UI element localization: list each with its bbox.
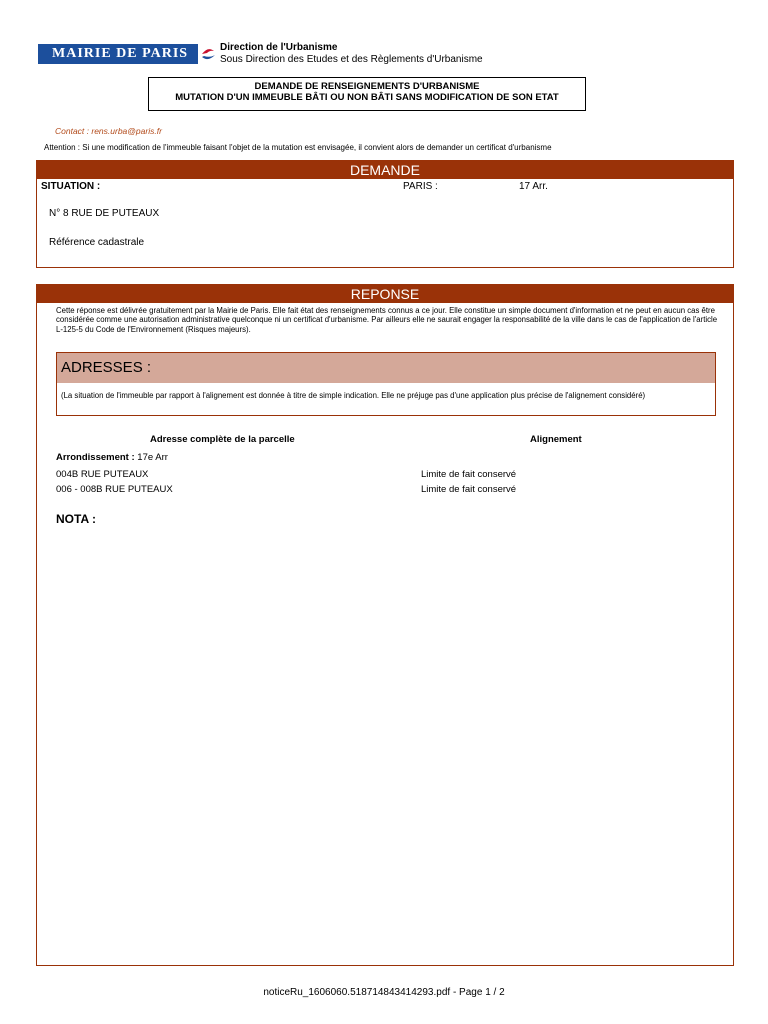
cadastral-reference: Référence cadastrale <box>49 237 145 248</box>
reponse-section <box>36 284 734 966</box>
document-title-line2: MUTATION D'UN IMMEUBLE BÂTI OU NON BÂTI SANS MODIFICATION DE SON ETAT <box>175 92 559 103</box>
document-title-box <box>148 77 586 111</box>
page-footer: noticeRu_1606060.518714843414293.pdf - Page 1 / 2 <box>263 987 505 998</box>
adresses-box <box>56 352 716 416</box>
adresses-header-bar <box>57 353 715 383</box>
table-row-alignment: Limite de fait conservé <box>421 469 517 480</box>
mairie-de-paris-logo <box>38 44 218 64</box>
reponse-disclaimer: Cette réponse est délivrée gratuitement par la Mairie de Paris. Elle fait état des renseignements connus a ce jour. Elle constitue un simple document d'information et ne peut en aucun cas être considérée comme une autorisation administrative quelconque ni un certificat d'urbanisme. Par ailleurs elle ne saurait engager la responsabilité de la ville dans le cas de l'application de l'article L-125-5 du Code de l'Environnement (Risques majeurs). <box>56 306 718 334</box>
document-title-line1: DEMANDE DE RENSEIGNEMENTS D'URBANISME <box>254 81 480 92</box>
situation-address: N° 8 RUE DE PUTEAUX <box>49 208 160 219</box>
table-row-alignment: Limite de fait conservé <box>421 484 517 495</box>
arrondissement-line <box>56 452 168 463</box>
column-header-address: Adresse complète de la parcelle <box>150 434 295 445</box>
nota-label: NOTA : <box>56 512 96 526</box>
logo-text: MAIRIE DE PARIS <box>52 46 189 61</box>
sous-direction-title: Sous Direction des Etudes et des Règlements d'Urbanisme <box>220 54 483 65</box>
adresses-title: ADRESSES : <box>61 359 152 376</box>
attention-note: Attention : Si une modification de l'immeuble faisant l'objet de la mutation est envisagée, il convient alors de demander un certificat d'urbanisme <box>44 143 552 152</box>
column-header-alignment: Alignement <box>530 434 582 445</box>
situation-label: SITUATION : <box>41 181 101 192</box>
contact-link[interactable]: Contact : rens.urba@paris.fr <box>55 126 162 136</box>
arrondissement-value: 17 Arr. <box>519 181 548 192</box>
ship-emblem-icon <box>198 44 218 64</box>
arrondissement-text: 17e Arr <box>137 452 168 463</box>
table-row-address: 006 - 008B RUE PUTEAUX <box>56 484 173 495</box>
adresses-note: (La situation de l'immeuble par rapport à l'alignement est donnée à titre de simple indication. Elle ne préjuge pas d'une application plus précise de l'alignement considéré) <box>61 391 646 400</box>
demande-heading: DEMANDE <box>37 161 733 179</box>
demande-section <box>36 160 734 268</box>
direction-title: Direction de l'Urbanisme <box>220 42 338 53</box>
table-row-address: 004B RUE PUTEAUX <box>56 469 149 480</box>
arrondissement-label: Arrondissement : <box>56 452 135 463</box>
paris-label: PARIS : <box>403 181 438 192</box>
reponse-heading: REPONSE <box>37 285 733 303</box>
